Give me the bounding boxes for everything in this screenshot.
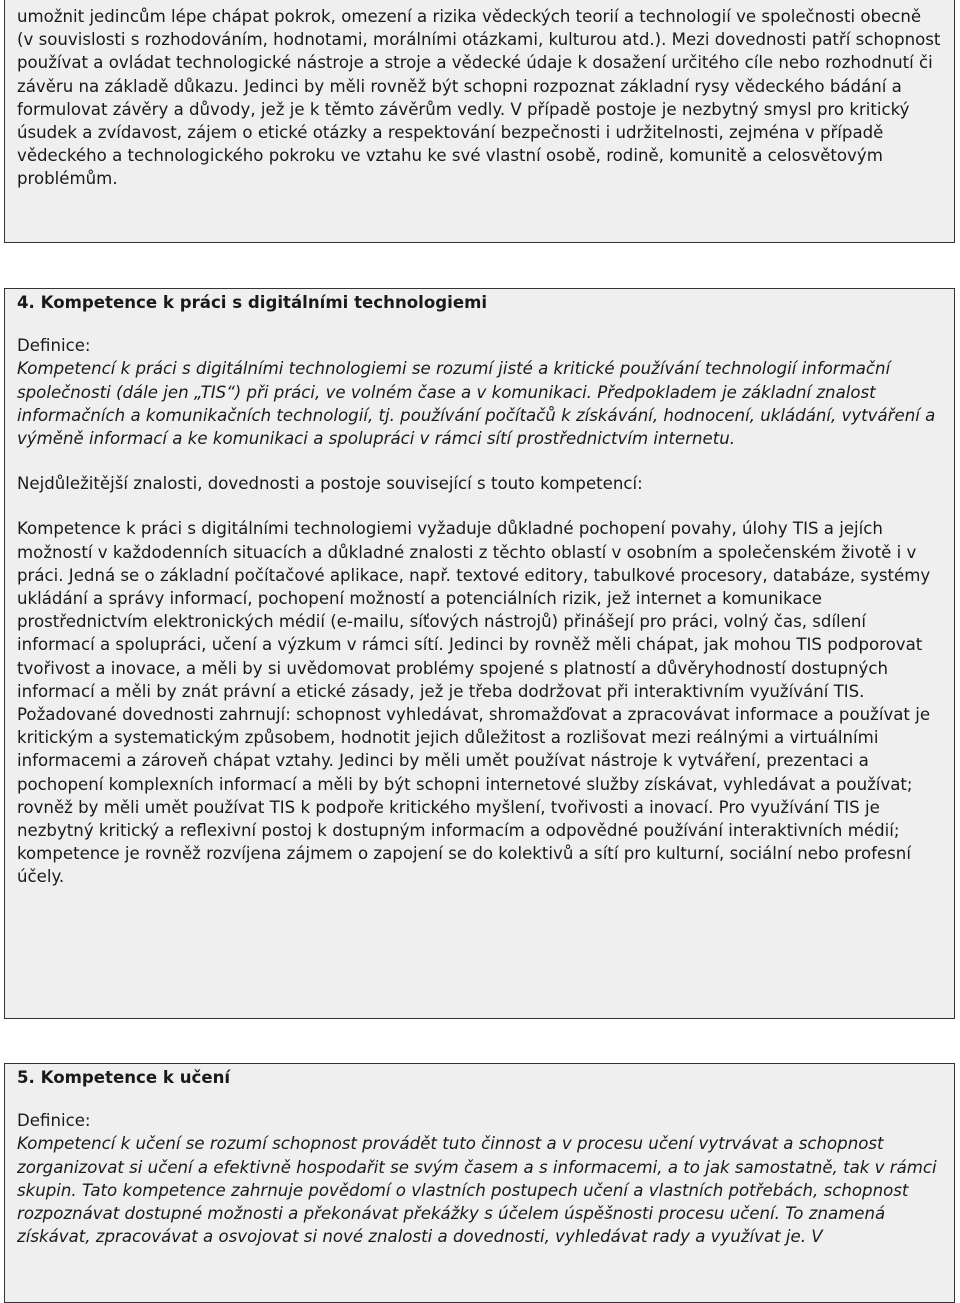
- section-4-subheading: Nejdůležitější znalosti, dovednosti a postoje související s touto kompetencí:: [17, 474, 643, 494]
- section-5-definition: Kompetencí k učení se rozumí schopnost provádět tuto činnost a v procesu učení vytrvávat a schopnost zorganizovat si učení a efektivně hospodařit se svým časem a s informacemi, a to jak samostatně, tak v rámci skupin. Tato kompetence zahrnuje povědomí o vlastních postupech učení a vlastních potřebách, schopnost rozpoznávat dostupné možnosti a překonávat překážky s účelem úspěšnosti procesu učení. To znamená získávat, zpracovávat a osvojovat si nové znalosti a dovednosti, vyhledávat rady a využívat je. V: [17, 1134, 937, 1247]
- section-4-definition-label: Definice:: [17, 336, 91, 356]
- section-4-definition: Kompetencí k práci s digitálními technologiemi se rozumí jisté a kritické používání technologií informační společnosti (dále jen „TIS“) při práci, ve volném čase a v komunikaci. Předpokladem je základní znalost informačních a komunikačních technologií, tj. používání počítačů k získávání, hodnocení, ukládání, vytváření a výměně informací a ke komunikaci a spolupráci v rámci sítí prostřednictvím internetu.: [17, 359, 936, 449]
- section-4-box: [4, 288, 955, 1019]
- section-5-box: [4, 1063, 955, 1303]
- section-3-box: [4, 0, 955, 243]
- section-4-heading: 4. Kompetence k práci s digitálními technologiemi: [17, 293, 488, 312]
- section-5-heading: 5. Kompetence k učení: [17, 1068, 231, 1087]
- section-3-paragraph: umožnit jedincům lépe chápat pokrok, omezení a rizika vědeckých teorií a technologií ve společnosti obecně (v souvislosti s rozhodováním, hodnotami, morálními otázkami, kulturou atd.). Mezi dovednosti patří schopnost používat a ovládat technologické nástroje a stroje a vědecké údaje k dosažení určitého cíle nebo rozhodnutí či závěru na základě důkazu. Jedinci by měli rovněž být schopni rozpoznat základní rysy vědeckého bádání a formulovat závěry a důvody, jež je k těmto závěrům vedly. V případě postoje je nezbytný smysl pro kritický úsudek a zvídavost, zájem o etické otázky a respektování bezpečnosti i udržitelnosti, zejména v případě vědeckého a technologického pokroku ve vztahu ke své vlastní osobě, rodině, komunitě a celosvětovým problémům.: [17, 7, 941, 189]
- section-5-definition-label: Definice:: [17, 1111, 91, 1131]
- section-4-body: Kompetence k práci s digitálními technologiemi vyžaduje důkladné pochopení povahy, úlohy TIS a jejích možností v každodenních situacích a důkladné znalosti z těchto oblastí v osobním a společenském životě i v práci. Jedná se o základní počítačové aplikace, např. textové editory, tabulkové procesory, databáze, systémy ukládání a správy informací, pochopení možností a potenciálních rizik, jež internet a komunikace prostřednictvím elektronických médií (e-mailu, síťových nástrojů) přinášejí pro práci, volný čas, sdílení informací a spolupráci, učení a výzkum v rámci sítí. Jedinci by rovněž měli chápat, jak mohou TIS podporovat tvořivost a inovace, a měli by si uvědomovat problémy spojené s platností a důvěryhodností dostupných informací a měli by znát právní a etické zásady, jež je třeba dodržovat při interaktivním využívání TIS. Požadované dovednosti zahrnují: schopnost vyhledávat, shromažďovat a zpracovávat informace a používat je kritickým a systematickým způsobem, hodnotit jejich důležitost a rozlišovat mezi reálnými a virtuálními informacemi a zároveň chápat vztahy. Jedinci by měli umět používat nástroje k vytváření, prezentaci a pochopení komplexních informací a měli by být schopni internetové služby získávat, vyhledávat a používat; rovněž by měli umět používat TIS k podpoře kritického myšlení, tvořivosti a inovací. Pro využívání TIS je nezbytný kritický a reflexivní postoj k dostupným informacím a odpovědné používání interaktivních médií; kompetence je rovněž rozvíjena zájmem o zapojení se do kolektivů a sítí pro kulturní, sociální nebo profesní účely.: [17, 519, 931, 887]
